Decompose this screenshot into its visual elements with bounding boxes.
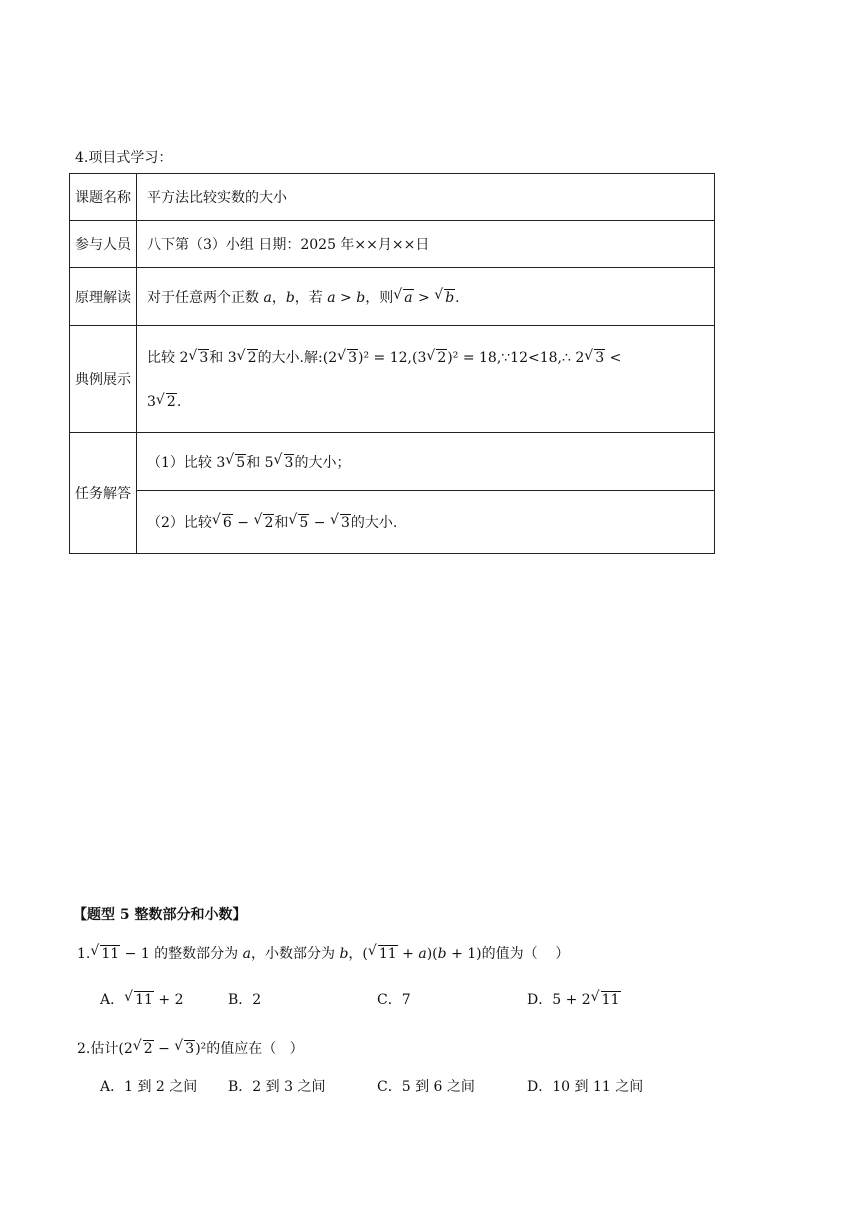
- example-text: 比较 2√ 3和 3√ 2的大小.解:(2√ 3)² = 12,(3√ 2)² = 18,∵12<18,∴ 2√ 3 < 3√ 2.: [137, 326, 715, 433]
- type-5-heading: 【题型 5 整数部分和小数】: [73, 907, 247, 923]
- table-row: [70, 221, 715, 268]
- row-label: 任务解答: [70, 433, 137, 554]
- section-4-heading: 4.项目式学习：: [75, 150, 173, 166]
- question-2-stem: 2.估计(2√ 2 − √ 3)²的值应在（ ）: [77, 1038, 304, 1058]
- row-value: 平方法比较实数的大小: [137, 174, 715, 221]
- project-table: [69, 173, 715, 554]
- table-row: [70, 268, 715, 326]
- row-label: 参与人员: [70, 221, 137, 268]
- q2-option-d: D．10 到 11 之间: [527, 1079, 644, 1095]
- q1-option-b: B．2: [228, 992, 262, 1008]
- q2-option-c: C．5 到 6 之间: [377, 1079, 475, 1095]
- q2-option-a: A．1 到 2 之间: [100, 1079, 198, 1095]
- q1-option-c: C．7: [377, 992, 411, 1008]
- table-row: [70, 491, 715, 554]
- table-row: [70, 174, 715, 221]
- row-value: 八下第（3）小组 日期：2025 年××月××日: [137, 221, 715, 268]
- q1-option-d: D．5 + 2√ 11: [527, 989, 621, 1009]
- row-label: 课题名称: [70, 174, 137, 221]
- row-label: 原理解读: [70, 268, 137, 326]
- task-2: （2）比较√ 6 − √ 2和√ 5 − √ 3的大小.: [137, 491, 715, 554]
- principle-text: 对于任意两个正数 a，b，若 a > b，则√ a > √ b.: [137, 268, 715, 326]
- row-label: 典例展示: [70, 326, 137, 433]
- q2-option-b: B．2 到 3 之间: [228, 1079, 326, 1095]
- table-row: [70, 326, 715, 433]
- table-row: [70, 433, 715, 491]
- q1-option-a: A．√ 11 + 2: [100, 989, 184, 1009]
- question-1-stem: 1.√ 11 − 1 的整数部分为 a，小数部分为 b，(√ 11 + a)(b + 1)的值为（ ）: [77, 943, 569, 963]
- task-1: （1）比较 3√ 5和 5√ 3的大小；: [137, 433, 715, 491]
